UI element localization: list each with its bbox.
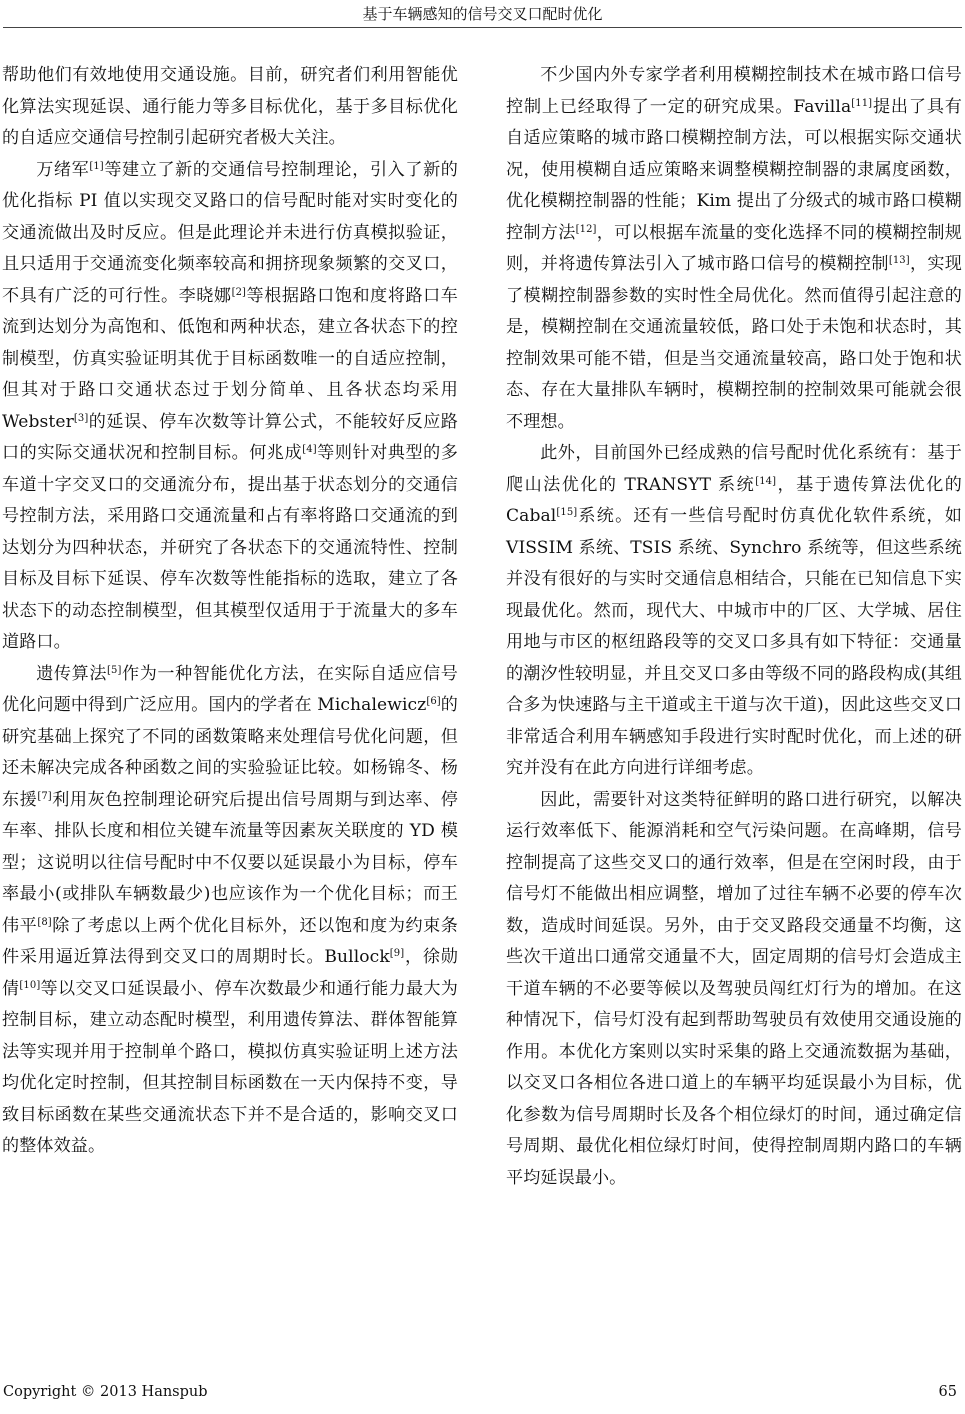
page-number: 65 xyxy=(938,1384,957,1400)
text-run: ，实现了模糊控制器参数的实时性全局优化。然而值得引起注意的是，模糊控制在交通流量较低，路口处于未饱和状态时，其控制效果可能不错，但是当交通流量较高，路口处于饱和状态、存在大量排队车辆时，模糊控制的控制效果可能就会很不理想。 xyxy=(506,254,962,432)
text-run: 万绪军 xyxy=(36,159,90,180)
right-column xyxy=(506,60,962,1194)
citation-ref: [6] xyxy=(426,696,441,707)
text-run: ，徐勋倩 xyxy=(2,947,458,999)
paragraph: 因此，需要针对这类特征鲜明的路口进行研究，以解决运行效率低下、能源消耗和空气污染问题。在高峰期，信号控制提高了这些交叉口的通行效率，但是在空闲时段，由于信号灯不能做出相应调整，增加了过往车辆不必要的停车次数，造成时间延误。另外，由于交叉路段交通量不均衡，这些次干道出口通常交通量不大，固定周期的信号灯会造成主干道车辆的不必要等候以及驾驶员闯红灯行为的增加。在这种情况下，信号灯没有起到帮助驾驶员有效使用交通设施的作用。本优化方案则以实时采集的路上交通流数据为基础，以交叉口各相位各进口道上的车辆平均延误最小为目标，优化参数为信号周期时长及各个相位绿灯的时间，通过确定信号周期、最优化相位绿灯时间，使得控制周期内路口的车辆平均延误最小。 xyxy=(506,789,962,1188)
text-run: 作为一种智能优化方法，在实际自适应信号优化问题中得到广泛应用。国内的学者在 Michalewicz xyxy=(2,663,458,715)
footer-copyright: Copyright © 2013 Hanspub xyxy=(3,1384,208,1400)
text-run: 等以交叉口延误最小、停车次数最少和通行能力最大为控制目标，建立动态配时模型，利用遗传算法、群体智能算法等实现并用于控制单个路口，模拟仿真实验证明上述方法均优化定时控制，但其控制目标函数在一天内保持不变，导致目标函数在某些交通流状态下并不是合适的，影响交叉口的整体效益。 xyxy=(2,978,458,1156)
paragraph xyxy=(2,155,458,659)
citation-ref: [12] xyxy=(575,223,597,235)
text-run: 等建立了新的交通信号控制理论，引入了新的优化指标 PI 值以实现交叉路口的信号配时能对实时变化的交通流做出及时反应。但是此理论并未进行仿真模拟验证，且只适用于交通流变化频率较高和拥挤现象频繁的交叉口，不具有广泛的可行性。李晓娜 xyxy=(2,159,458,306)
text-run: 除了考虑以上两个优化目标外，还以饱和度为约束条件采用逼近算法得到交叉口的周期时长。Bullock xyxy=(2,915,458,967)
citation-ref: [13] xyxy=(888,255,910,266)
text-run: ，可以根据车流量的变化选择不同的模糊控制规则，并将遗传算法引入了城市路口信号的模糊控制 xyxy=(506,222,962,274)
text-run: 的延误、停车次数等计算公式，不能较好反应路口的实际交通状况和控制目标。何兆成 xyxy=(2,411,458,463)
text-run: ，基于遗传算法优化的 Cabal xyxy=(506,474,962,526)
citation-ref: [11] xyxy=(851,97,873,109)
text-run: 等根据路口饱和度将路口车流到达划分为高饱和、低饱和两种状态，建立各状态下的控制模型，仿真实验证明其优于目标函数唯一的自适应控制，但其对于路口交通状态过于划分简单、且各状态均采用 Webster xyxy=(2,285,458,432)
text-run: 系统。还有一些信号配时仿真优化软件系统，如 VISSIM 系统、TSIS 系统、Synchro 系统等，但这些系统并没有很好的与实时交通信息相结合，只能在已知信息下实现最优化。然而，现代大、中城市中的厂区、大学城、居住用地与市区的枢纽路段等的交叉口多具有如下特征：交通量的潮汐性较明显，并且交叉口多由等级不同的路段构成(其组合多为快速路与主干道或主干道与次干道)，因此这些交叉口非常适合利用车辆感知手段进行实时配时优化，而上述的研究并没有在此方向进行详细考虑。 xyxy=(506,506,962,778)
citation-ref: [1] xyxy=(89,160,104,172)
citation-ref: [15] xyxy=(556,507,578,518)
citation-ref: [9] xyxy=(389,948,405,959)
text-run: 提出了具有自适应策略的城市路口模糊控制方法，可以根据实际交通状况，使用模糊自适应策略来调整模糊控制器的隶属度函数，优化模糊控制器的性能；Kim 提出了分级式的城市路口模糊控制方法 xyxy=(506,96,962,243)
text-run: 遗传算法 xyxy=(36,663,108,684)
text-run: 利用灰色控制理论研究后提出信号周期与到达率、停车率、排队长度和相位关键车流量等因素灰关联度的 YD 模型；这说明以往信号配时中不仅要以延误最小为目标，停车率最小(或排队车辆数最少)也应该作为一个优化目标；而王伟平 xyxy=(2,789,458,936)
citation-ref: [5] xyxy=(107,664,122,676)
paragraph xyxy=(506,438,962,785)
paragraph xyxy=(2,659,458,1163)
citation-ref: [2] xyxy=(231,286,247,298)
citation-ref: [14] xyxy=(755,475,777,487)
text-run: 的研究基础上探究了不同的函数策略来处理信号优化问题，但还未解决完成各种函数之间的实验验证比较。如杨锦冬、杨东援 xyxy=(2,695,459,810)
citation-ref: [3] xyxy=(73,412,89,424)
left-column xyxy=(2,60,458,1163)
text-run: 不少国内外专家学者利用模糊控制技术在城市路口信号控制上已经取得了一定的研究成果。Favilla xyxy=(506,65,962,117)
text-run: 等则针对典型的多车道十字交叉口的交通流分布，提出基于状态划分的交通信号控制方法，采用路口交通流量和占有率将路口交通流的到达划分为四种状态，并研究了各状态下的交通流特性、控制目标及目标下延误、停车次数等性能指标的选取，建立了各状态下的动态控制模型，但其模型仅适用于于流量大的多车道路口。 xyxy=(2,443,458,652)
citation-ref: [8] xyxy=(37,916,52,928)
citation-ref: [7] xyxy=(37,790,52,802)
running-header-title: 基于车辆感知的信号交叉口配时优化 xyxy=(362,5,603,23)
paragraph: 帮助他们有效地使用交通设施。目前，研究者们利用智能优化算法实现延误、通行能力等多目标优化，基于多目标优化的自适应交通信号控制引起研究者极大关注。 xyxy=(2,65,458,148)
header-rule xyxy=(3,27,962,28)
text-run: 此外，目前国外已经成熟的信号配时优化系统有：基于爬山法优化的 TRANSYT 系统 xyxy=(506,443,962,495)
paragraph xyxy=(506,60,962,438)
citation-ref: [10] xyxy=(19,979,41,991)
citation-ref: [4] xyxy=(302,444,317,455)
